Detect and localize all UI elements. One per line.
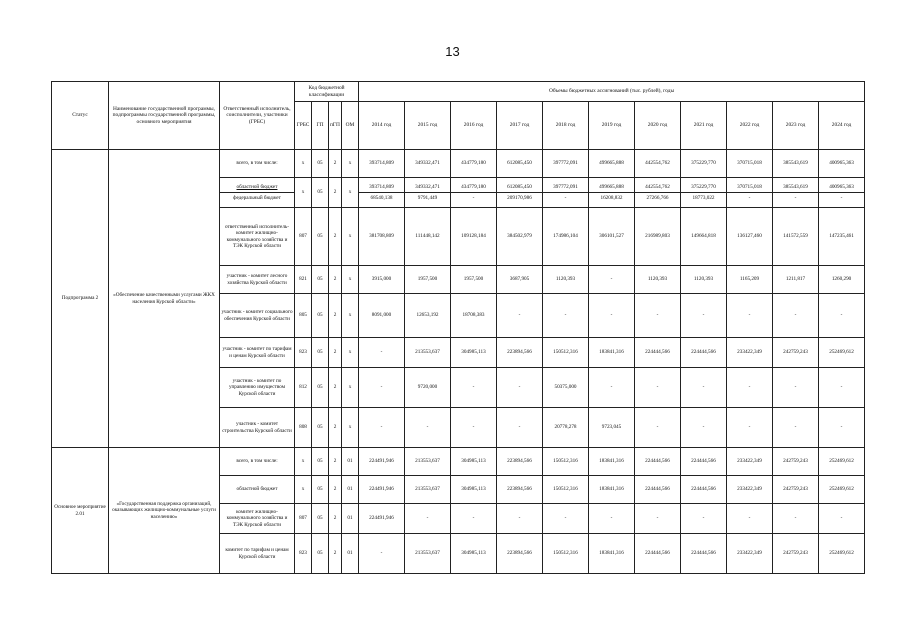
value-cell: 304985,113 bbox=[451, 534, 497, 574]
value-cell: 349332,471 bbox=[405, 150, 451, 178]
code-gp-cell: 05 bbox=[312, 534, 329, 574]
value-cell: - bbox=[635, 294, 681, 338]
value-cell: - bbox=[819, 504, 865, 534]
value-line: 68540,138 bbox=[370, 195, 393, 201]
value-cell: - bbox=[727, 294, 773, 338]
page-number: 13 bbox=[445, 44, 460, 59]
value-cell: 224444,566 bbox=[635, 534, 681, 574]
value-cell bbox=[589, 178, 635, 208]
code-grbs-cell: 807 bbox=[295, 208, 312, 266]
executor-line: областной бюджет bbox=[220, 184, 294, 193]
value-cell: - bbox=[589, 294, 635, 338]
value-cell bbox=[451, 178, 497, 208]
code-grbs-cell: 807 bbox=[295, 504, 312, 534]
value-cell: 150512,316 bbox=[543, 448, 589, 476]
value-cell: 3687,905 bbox=[497, 266, 543, 294]
value-cell: 442554,762 bbox=[635, 150, 681, 178]
value-line: 385543,619 bbox=[773, 184, 818, 193]
executor-line: федеральный бюджет bbox=[233, 195, 281, 201]
value-line: 209170,986 bbox=[507, 195, 532, 201]
value-cell: 9723,045 bbox=[589, 408, 635, 448]
status-cell: Основное мероприятие 2.01 bbox=[52, 448, 109, 574]
value-cell: - bbox=[681, 294, 727, 338]
value-cell: 213553,637 bbox=[405, 534, 451, 574]
value-cell: - bbox=[819, 368, 865, 408]
value-cell: - bbox=[635, 504, 681, 534]
code-pgp-cell: 2 bbox=[329, 408, 342, 448]
code-om-cell: х bbox=[342, 150, 359, 178]
code-gp-cell: 05 bbox=[312, 368, 329, 408]
value-cell bbox=[681, 178, 727, 208]
value-cell bbox=[819, 178, 865, 208]
value-cell: 252469,612 bbox=[819, 476, 865, 504]
value-line: 16208,832 bbox=[600, 195, 623, 201]
header-gp: ГП bbox=[312, 102, 329, 150]
value-cell: 1957,500 bbox=[405, 266, 451, 294]
value-cell: - bbox=[773, 294, 819, 338]
code-grbs-cell: 823 bbox=[295, 534, 312, 574]
value-cell: - bbox=[819, 294, 865, 338]
value-cell: 149664,818 bbox=[681, 208, 727, 266]
value-cell: 141572,559 bbox=[773, 208, 819, 266]
header-year: 2023 год bbox=[773, 102, 819, 150]
executor-cell: всего, в том числе: bbox=[220, 150, 295, 178]
value-cell: 306101,527 bbox=[589, 208, 635, 266]
code-grbs-cell: х bbox=[295, 150, 312, 178]
value-cell: - bbox=[451, 368, 497, 408]
code-om-cell: х bbox=[342, 208, 359, 266]
value-cell: 147235,461 bbox=[819, 208, 865, 266]
value-cell: - bbox=[773, 408, 819, 448]
code-grbs-cell: 823 bbox=[295, 338, 312, 368]
value-cell: 1120,393 bbox=[681, 266, 727, 294]
value-line: 375229,770 bbox=[681, 184, 726, 193]
value-cell: - bbox=[543, 294, 589, 338]
header-year: 2014 год bbox=[359, 102, 405, 150]
value-line: 612085,450 bbox=[497, 184, 542, 193]
value-cell bbox=[773, 178, 819, 208]
value-cell: - bbox=[451, 504, 497, 534]
value-cell: 375229,770 bbox=[681, 150, 727, 178]
code-pgp-cell: 2 bbox=[329, 208, 342, 266]
code-om-cell: х bbox=[342, 294, 359, 338]
header-year: 2017 год bbox=[497, 102, 543, 150]
value-cell: 50375,000 bbox=[543, 368, 589, 408]
value-cell: - bbox=[497, 408, 543, 448]
header-name: Наименование государственной программы, подпрограммы государственной программы, основного мероприятия bbox=[109, 82, 220, 150]
code-pgp-cell: 2 bbox=[329, 266, 342, 294]
program-name-cell: «Обеспечение качественными услугами ЖКХ населения Курской области» bbox=[109, 150, 220, 448]
value-cell: 18708,383 bbox=[451, 294, 497, 338]
value-cell: 223894,566 bbox=[497, 534, 543, 574]
code-om-cell: х bbox=[342, 338, 359, 368]
value-line: 27266,766 bbox=[646, 195, 669, 201]
value-cell: 252469,612 bbox=[819, 448, 865, 476]
code-gp-cell: 05 bbox=[312, 208, 329, 266]
executor-cell: ответственный исполнитель- комитет жилищно-коммунального хозяйства и ТЭК Курской области bbox=[220, 208, 295, 266]
value-cell: - bbox=[773, 504, 819, 534]
value-cell: 224491,946 bbox=[359, 476, 405, 504]
value-cell bbox=[727, 178, 773, 208]
value-cell: - bbox=[497, 504, 543, 534]
value-cell: 150512,316 bbox=[543, 534, 589, 574]
header-year: 2018 год bbox=[543, 102, 589, 150]
value-cell: 20778,278 bbox=[543, 408, 589, 448]
code-grbs-cell: 805 bbox=[295, 294, 312, 338]
value-cell: 136127,460 bbox=[727, 208, 773, 266]
value-cell: 224444,566 bbox=[681, 448, 727, 476]
value-cell: - bbox=[589, 266, 635, 294]
code-gp-cell: 05 bbox=[312, 178, 329, 208]
status-cell: Подпрограмма 2 bbox=[52, 150, 109, 448]
value-cell: 242759,243 bbox=[773, 476, 819, 504]
code-pgp-cell: 2 bbox=[329, 150, 342, 178]
value-line: 370715,018 bbox=[727, 184, 772, 193]
header-year: 2021 год bbox=[681, 102, 727, 150]
value-line: 499665,888 bbox=[589, 184, 634, 193]
value-cell: - bbox=[819, 408, 865, 448]
value-line: - bbox=[840, 195, 843, 201]
value-cell: 304985,113 bbox=[451, 448, 497, 476]
value-line: 349332,471 bbox=[405, 184, 450, 193]
value-line: 393714,809 bbox=[359, 184, 404, 193]
value-cell: 224491,946 bbox=[359, 448, 405, 476]
value-cell: 242759,243 bbox=[773, 338, 819, 368]
code-gp-cell: 05 bbox=[312, 266, 329, 294]
header-executor: Ответственный исполнитель, соисполнители, участники (ГРБС) bbox=[220, 82, 295, 150]
value-cell bbox=[497, 178, 543, 208]
value-cell: 233422,349 bbox=[727, 338, 773, 368]
value-cell: 216989,803 bbox=[635, 208, 681, 266]
value-cell: 381708,809 bbox=[359, 208, 405, 266]
value-line: - bbox=[794, 195, 797, 201]
value-cell: 384502,979 bbox=[497, 208, 543, 266]
code-gp-cell: 05 bbox=[312, 294, 329, 338]
header-volumes: Объемы бюджетных ассигнований (тыс. рублей), годы bbox=[359, 82, 865, 102]
header-status: Статус bbox=[52, 82, 109, 150]
value-cell: - bbox=[359, 408, 405, 448]
value-cell: 150512,316 bbox=[543, 476, 589, 504]
value-cell: - bbox=[681, 504, 727, 534]
value-cell: 242759,243 bbox=[773, 448, 819, 476]
value-cell: - bbox=[497, 294, 543, 338]
value-cell: 612085,450 bbox=[497, 150, 543, 178]
code-om-cell: х bbox=[342, 266, 359, 294]
value-cell: 213553,637 bbox=[405, 338, 451, 368]
code-om-cell: 01 bbox=[342, 476, 359, 504]
value-cell: 109128,184 bbox=[451, 208, 497, 266]
value-cell bbox=[635, 178, 681, 208]
executor-cell bbox=[220, 178, 295, 208]
table-row bbox=[52, 150, 865, 178]
code-om-cell: х bbox=[342, 408, 359, 448]
value-cell: - bbox=[681, 368, 727, 408]
value-cell: 223894,566 bbox=[497, 448, 543, 476]
code-pgp-cell: 2 bbox=[329, 534, 342, 574]
value-cell: 393714,809 bbox=[359, 150, 405, 178]
code-pgp-cell: 2 bbox=[329, 504, 342, 534]
value-cell: 233422,349 bbox=[727, 534, 773, 574]
value-cell: 1260,290 bbox=[819, 266, 865, 294]
value-line: 18773,022 bbox=[692, 195, 715, 201]
executor-cell: участник - комитет лесного хозяйства Курской области bbox=[220, 266, 295, 294]
value-cell: 223894,566 bbox=[497, 338, 543, 368]
value-cell: - bbox=[681, 408, 727, 448]
value-line: 400965,363 bbox=[819, 184, 864, 193]
value-cell: 224444,566 bbox=[635, 338, 681, 368]
code-om-cell: 01 bbox=[342, 534, 359, 574]
value-line: - bbox=[472, 195, 475, 201]
value-line: - bbox=[748, 195, 751, 201]
code-gp-cell: 05 bbox=[312, 504, 329, 534]
executor-cell: комитет по тарифам и ценам Курской области bbox=[220, 534, 295, 574]
value-cell: 213553,637 bbox=[405, 476, 451, 504]
value-cell: 111448,142 bbox=[405, 208, 451, 266]
code-pgp-cell: 2 bbox=[329, 338, 342, 368]
value-cell: 1957,500 bbox=[451, 266, 497, 294]
code-grbs-cell: х bbox=[295, 448, 312, 476]
value-cell: - bbox=[727, 504, 773, 534]
value-line: 9791,449 bbox=[417, 195, 438, 201]
header-year: 2024 год bbox=[819, 102, 865, 150]
value-cell: - bbox=[635, 408, 681, 448]
program-name-cell: «Государственная поддержка организаций, оказывающих жилищно-коммунальные услуги населению» bbox=[109, 448, 220, 574]
value-cell: - bbox=[589, 504, 635, 534]
value-cell: 370715,018 bbox=[727, 150, 773, 178]
code-pgp-cell: 2 bbox=[329, 368, 342, 408]
value-cell: 183841,316 bbox=[589, 476, 635, 504]
value-cell: - bbox=[359, 534, 405, 574]
code-grbs-cell: 821 bbox=[295, 266, 312, 294]
value-cell: - bbox=[589, 368, 635, 408]
code-gp-cell: 05 bbox=[312, 408, 329, 448]
code-pgp-cell: 2 bbox=[329, 448, 342, 476]
value-line: 434779,180 bbox=[451, 184, 496, 193]
value-cell: 224444,566 bbox=[681, 476, 727, 504]
executor-cell: участник - комитет по тарифам и ценам Курской области bbox=[220, 338, 295, 368]
value-line: 442554,762 bbox=[635, 184, 680, 193]
value-cell: 224444,566 bbox=[681, 534, 727, 574]
value-cell: 224444,566 bbox=[635, 448, 681, 476]
code-om-cell: х bbox=[342, 178, 359, 208]
code-pgp-cell: 2 bbox=[329, 178, 342, 208]
value-cell: 397772,091 bbox=[543, 150, 589, 178]
executor-cell: комитет жилищно-коммунального хозяйства и ТЭК Курской области bbox=[220, 504, 295, 534]
code-gp-cell: 05 bbox=[312, 150, 329, 178]
executor-cell: участник - комитет по управлению имуществом Курской области bbox=[220, 368, 295, 408]
value-cell: - bbox=[727, 408, 773, 448]
value-cell: - bbox=[543, 504, 589, 534]
value-cell: - bbox=[451, 408, 497, 448]
value-cell: 252469,612 bbox=[819, 534, 865, 574]
value-cell: 242759,243 bbox=[773, 534, 819, 574]
header-year: 2015 год bbox=[405, 102, 451, 150]
executor-cell: областной бюджет bbox=[220, 476, 295, 504]
value-cell: - bbox=[727, 368, 773, 408]
budget-table bbox=[51, 81, 865, 574]
header-grbs: ГРБС bbox=[295, 102, 312, 150]
value-cell: 304985,113 bbox=[451, 338, 497, 368]
value-cell: 252469,612 bbox=[819, 338, 865, 368]
header-om: ОМ bbox=[342, 102, 359, 150]
value-cell: 9720,000 bbox=[405, 368, 451, 408]
code-om-cell: х bbox=[342, 368, 359, 408]
value-cell: 183841,316 bbox=[589, 338, 635, 368]
code-grbs-cell: х bbox=[295, 476, 312, 504]
code-gp-cell: 05 bbox=[312, 476, 329, 504]
value-cell: 1211,817 bbox=[773, 266, 819, 294]
code-pgp-cell: 2 bbox=[329, 294, 342, 338]
value-cell bbox=[359, 178, 405, 208]
value-cell: 1120,393 bbox=[543, 266, 589, 294]
value-cell: 8091,000 bbox=[359, 294, 405, 338]
header-year: 2016 год bbox=[451, 102, 497, 150]
value-cell: 233422,349 bbox=[727, 476, 773, 504]
executor-cell: участник - комитет строительства Курской области bbox=[220, 408, 295, 448]
table-row bbox=[52, 448, 865, 476]
value-cell: 385543,619 bbox=[773, 150, 819, 178]
executor-cell: участник - комитет социального обеспечения Курской области bbox=[220, 294, 295, 338]
value-cell: 224491,946 bbox=[359, 504, 405, 534]
header-year: 2022 год bbox=[727, 102, 773, 150]
value-cell: - bbox=[359, 338, 405, 368]
value-cell: 233422,349 bbox=[727, 448, 773, 476]
header-year: 2020 год bbox=[635, 102, 681, 150]
value-cell: 434779,180 bbox=[451, 150, 497, 178]
value-cell: - bbox=[359, 368, 405, 408]
code-grbs-cell: х bbox=[295, 178, 312, 208]
code-grbs-cell: 808 bbox=[295, 408, 312, 448]
value-cell: - bbox=[773, 368, 819, 408]
value-cell: 1120,393 bbox=[635, 266, 681, 294]
value-cell bbox=[405, 178, 451, 208]
value-cell: 224444,566 bbox=[681, 338, 727, 368]
value-cell: 499665,888 bbox=[589, 150, 635, 178]
value-cell: 400965,363 bbox=[819, 150, 865, 178]
value-cell: - bbox=[405, 408, 451, 448]
code-grbs-cell: 812 bbox=[295, 368, 312, 408]
value-cell: 150512,316 bbox=[543, 338, 589, 368]
value-cell bbox=[543, 178, 589, 208]
code-om-cell: 01 bbox=[342, 504, 359, 534]
code-gp-cell: 05 bbox=[312, 338, 329, 368]
value-cell: 183841,316 bbox=[589, 534, 635, 574]
value-cell: - bbox=[497, 368, 543, 408]
value-cell: 223894,566 bbox=[497, 476, 543, 504]
value-cell: 3915,000 bbox=[359, 266, 405, 294]
value-cell: 174986,104 bbox=[543, 208, 589, 266]
value-cell: - bbox=[635, 368, 681, 408]
header-code-group: Код бюджетной классификации bbox=[295, 82, 359, 102]
header-pgp: пГП bbox=[329, 102, 342, 150]
code-om-cell: 01 bbox=[342, 448, 359, 476]
value-cell: 183841,316 bbox=[589, 448, 635, 476]
executor-cell: всего, в том числе: bbox=[220, 448, 295, 476]
value-cell: 224444,566 bbox=[635, 476, 681, 504]
value-cell: 1165,209 bbox=[727, 266, 773, 294]
value-cell: 304985,113 bbox=[451, 476, 497, 504]
code-pgp-cell: 2 bbox=[329, 476, 342, 504]
value-line: - bbox=[564, 195, 567, 201]
header-year: 2019 год bbox=[589, 102, 635, 150]
value-line: 397772,091 bbox=[543, 184, 588, 193]
value-cell: 213553,637 bbox=[405, 448, 451, 476]
code-gp-cell: 05 bbox=[312, 448, 329, 476]
value-cell: 12653,192 bbox=[405, 294, 451, 338]
value-cell: - bbox=[405, 504, 451, 534]
